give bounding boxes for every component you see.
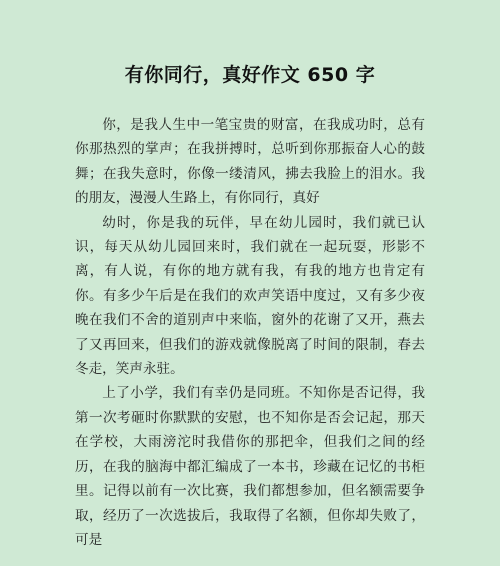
article-body: [75, 113, 425, 552]
paragraph-3: 上了小学，我们有幸仍是同班。不知你是否记得，我第一次考砸时你默默的安慰，也不知你是否会记起，那天在学校，大雨滂沱时我借你的那把伞，但我们之间的经历，在我的脑海中都汇编成了一本书，珍藏在记忆的书柜里。记得以前有一次比赛，我们都想参加，但名额需要争取，经历了一次选拔后，我取得了名额，但你却失败了，可是: [75, 385, 425, 548]
article-title: 有你同行，真好作文 650 字: [124, 64, 376, 86]
paragraph-1: 你，是我人生中一笔宝贵的财富，在我成功时，总有你那热烈的掌声；在我拼搏时，总听到你那振奋人心的鼓舞；在我失意时，你像一缕清风，拂去我脸上的泪水。我的朋友，漫漫人生路上，有你同行，真好: [75, 117, 425, 207]
paragraph-2: 幼时，你是我的玩伴，早在幼儿园时，我们就已认识，每天从幼儿园回来时，我们就在一起玩耍，形影不离，有人说，有你的地方就有我，有我的地方也肯定有你。有多少午后是在我们的欢声笑语中度过，又有多少夜晚在我们不舍的道别声中来临，窗外的花谢了又开，燕去了又再回来，但我们的游戏就像脱离了时间的限制，春去冬走，笑声永驻。: [75, 214, 425, 378]
